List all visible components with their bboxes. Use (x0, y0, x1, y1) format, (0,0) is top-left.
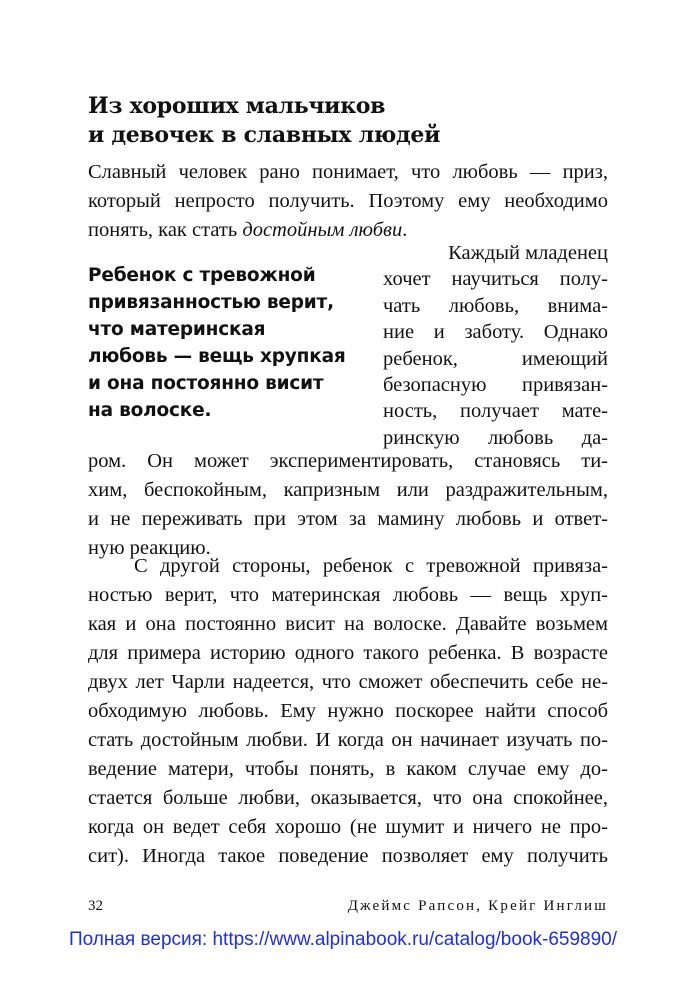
body-line: для примера историю одного такого ребенка. В возрасте (88, 642, 608, 664)
body-line: и не переживать при этом за мамину любовь и ответ- (88, 508, 608, 530)
body-line: кая и она постоянно висит на волоске. Давайте возьмем (88, 613, 608, 635)
intro-line: который непросто получить. Поэтому ему необходимо (88, 190, 608, 212)
full-version-link[interactable]: Полная версия: https://www.alpinabook.ru/catalog/book-659890/ (68, 929, 618, 950)
paragraph-1-continued (88, 447, 608, 563)
pull-quote-line: любовь — вещь хрупкая (88, 346, 346, 367)
body-line: обходимую любовь. Ему нужно поскорее найти способ (88, 700, 608, 722)
body-line: стается больше любви, оказывается, что она спокойнее, (88, 787, 608, 809)
section-title (88, 92, 608, 150)
body-line: сит). Иногда такое поведение позволяет ему получить (88, 845, 608, 867)
body-line: ведение матери, чтобы понять, в каком случае ему до- (88, 758, 608, 780)
paragraph-2 (88, 552, 608, 871)
intro-line-end: . (402, 219, 408, 241)
pull-quote-line: привязанностью верит, (88, 292, 334, 313)
side-column-line: чать любовь, внима- (383, 294, 608, 317)
side-column-text (383, 240, 608, 451)
body-line: ностью верит, что материнская любовь — вещь хруп- (88, 584, 608, 606)
pull-quote-line: и она постоянно висит (88, 373, 324, 394)
body-line: ром. Он может экспериментировать, становясь ти- (88, 450, 608, 472)
side-column-line: ринскую любовь да- (383, 426, 608, 449)
side-column-line: ребенок, имеющий (383, 347, 608, 370)
body-line: хим, беспокойным, капризным или раздражительным, (88, 479, 608, 501)
body-line: двух лет Чарли надеется, что сможет обеспечить себе не- (88, 671, 608, 693)
intro-line: Славный человек рано понимает, что любовь — приз, (88, 161, 608, 183)
section-title-line-1: Из хороших мальчиков (88, 93, 386, 119)
side-column-line: Каждый младенец (448, 242, 608, 264)
body-line: ную реакцию. (88, 537, 211, 559)
running-head-authors: Джеймс Рапсон, Крейг Инглиш (347, 898, 608, 914)
side-column-line: ность, получает мате- (383, 400, 608, 423)
intro-emphasis: достойным любви (242, 219, 403, 241)
side-column-line: хочет научиться полу- (383, 268, 608, 291)
side-column-line: ние и заботу. Однако (383, 321, 608, 344)
body-line: стать достойным любви. И когда он начинает изучать по- (88, 729, 608, 751)
intro-line-text: понять, как стать (88, 219, 243, 241)
intro-paragraph (88, 158, 608, 245)
pull-quote-line: что материнская (88, 319, 266, 340)
page-number: 32 (88, 898, 103, 914)
pull-quote-line: Ребенок с тревожной (88, 265, 316, 286)
pull-quote-line: на волоске. (88, 400, 212, 421)
side-column-line: безопасную привязан- (383, 374, 608, 397)
section-title-line-2: и девочек в славных людей (88, 122, 441, 148)
pull-quote (88, 262, 356, 424)
body-line-text: С другой стороны, ребенок с тревожной привяза- (134, 555, 608, 577)
body-line (88, 552, 608, 581)
body-line: когда он ведет себя хорошо (не шумит и ничего не про- (88, 816, 608, 838)
